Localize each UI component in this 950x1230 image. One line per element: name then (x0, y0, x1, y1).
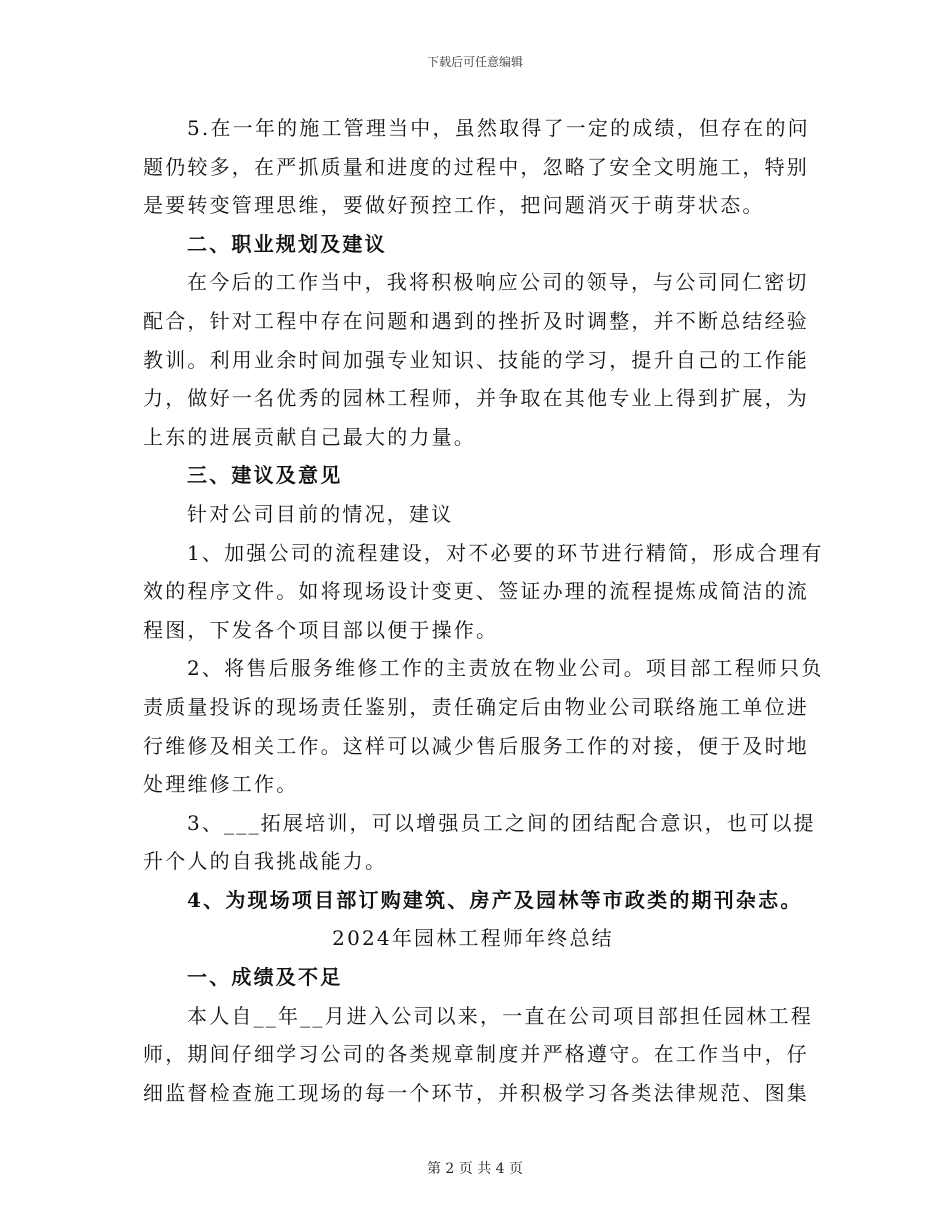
paragraph-line: 1、加强公司的流程建设，对不必要的环节进行精简，形成合理有 (187, 540, 824, 565)
paragraph-line: 升个人的自我挑战能力。 (143, 849, 388, 874)
paragraph-line: 针对公司目前的情况，建议 (187, 501, 454, 526)
paragraph-line: 本人自__年__月进入公司以来，一直在公司项目部担任园林工程 (187, 1003, 813, 1028)
paragraph-line: 教训。利用业余时间加强专业知识、技能的学习，提升自己的工作能 (143, 347, 809, 372)
paragraph-line: 5.在一年的施工管理当中，虽然取得了一定的成绩，但存在的问 (187, 116, 810, 140)
paragraph-line: 力，做好一名优秀的园林工程师，并争取在其他专业上得到扩展，为 (143, 386, 809, 411)
paragraph-line: 3、___拓展培训，可以增强员工之间的团结配合意识，也可以提 (187, 810, 816, 835)
paragraph-line: 2、将售后服务维修工作的主责放在物业公司。项目部工程师只负 (187, 656, 824, 681)
section-heading: 二、职业规划及建议 (187, 231, 387, 256)
page-number: 第 2 页 共 4 页 (426, 1161, 524, 1177)
paragraph-line: 行维修及相关工作。这样可以减少售后服务工作的对接，便于及时地 (143, 733, 809, 758)
page-header: 下载后可任意编辑 (426, 55, 523, 69)
paragraph-line: 在今后的工作当中，我将积极响应公司的领导，与公司同仁密切 (187, 270, 809, 295)
paragraph-line: 程图，下发各个项目部以便于操作。 (143, 617, 499, 642)
paragraph-line: 是要转变管理思维，要做好预控工作，把问题消灭于萌芽状态。 (143, 193, 765, 218)
paragraph-line: 题仍较多，在严抓质量和进度的过程中，忽略了安全文明施工，特别 (143, 154, 809, 179)
section-heading: 一、成绩及不足 (187, 965, 343, 990)
paragraph-line: 配合，针对工程中存在问题和遇到的挫折及时调整，并不断总结经验 (143, 308, 809, 333)
paragraph-line: 处理维修工作。 (143, 772, 299, 797)
section-heading: 三、建议及意见 (187, 463, 343, 488)
paragraph-line: 细监督检查施工现场的每一个环节，并积极学习各类法律规范、图集 (143, 1080, 809, 1105)
paragraph-line-bold: 4、为现场项目部订购建筑、房产及园林等市政类的期刊杂志。 (187, 887, 803, 912)
paragraph-line: 上东的进展贡献自己最大的力量。 (143, 424, 476, 449)
paragraph-line: 师，期间仔细学习公司的各类规章制度并严格遵守。在工作当中，仔 (143, 1042, 809, 1067)
paragraph-line: 责质量投诉的现场责任鉴别，责任确定后由物业公司联络施工单位进 (143, 694, 809, 719)
document-title: 2024年园林工程师年终总结 (332, 926, 614, 951)
document-body (143, 109, 824, 1112)
paragraph-line: 效的程序文件。如将现场设计变更、签证办理的流程提炼成简洁的流 (143, 579, 809, 604)
